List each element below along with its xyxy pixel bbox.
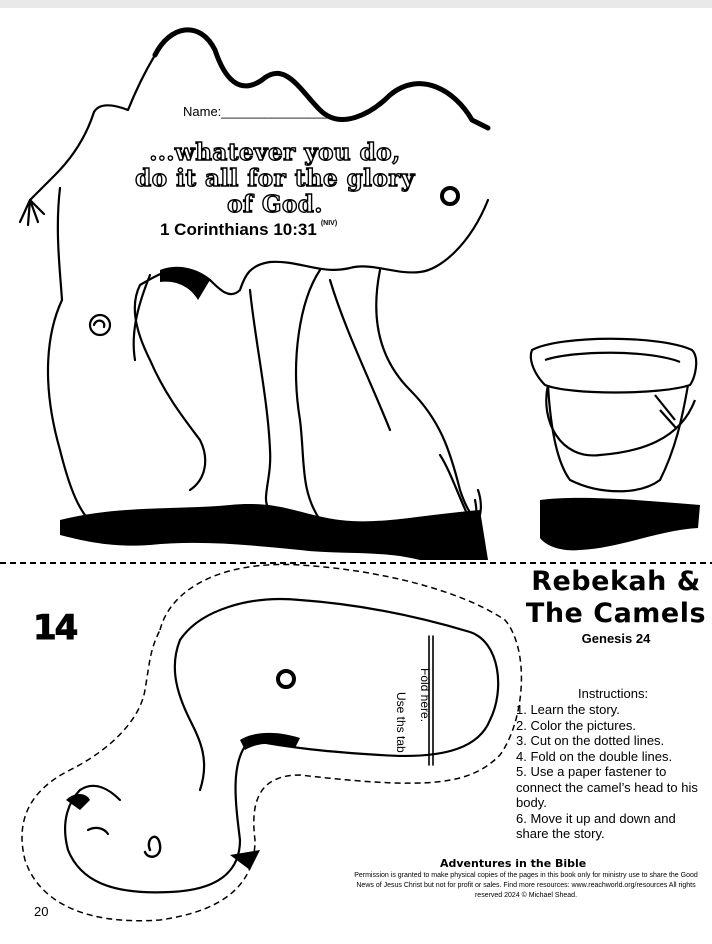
page-number: 20 bbox=[34, 904, 49, 919]
title-line: Rebekah & bbox=[531, 566, 701, 597]
lesson-number: 14 bbox=[33, 608, 77, 648]
verse-line: do it all for the glory bbox=[135, 165, 415, 192]
fastener-hole-head bbox=[278, 671, 294, 687]
footer-permission: Permission is granted to make physical copies of the pages in this book only for ministry use to share the Good News of Jesus Christ but not for profit or sales. Find more resources: www.reachworld.org/resources All rights reserved 2024 © Michael Shead. bbox=[354, 872, 698, 899]
verse-line: of God. bbox=[227, 191, 323, 218]
tab-label-use: Use ths tab bbox=[394, 692, 408, 753]
lesson-title bbox=[520, 566, 712, 630]
instructions-heading: Instructions: bbox=[578, 686, 649, 701]
footer-title: Adventures in the Bible bbox=[440, 857, 587, 870]
tab-label-fold: Fold here. bbox=[418, 668, 432, 723]
instructions-list bbox=[516, 702, 708, 842]
bucket-illustration bbox=[531, 339, 696, 492]
instruction-item: 1. Learn the story. bbox=[516, 702, 620, 717]
instruction-item: 2. Color the pictures. bbox=[516, 717, 636, 733]
title-line: The Camels bbox=[525, 598, 707, 629]
ground-shadow bbox=[60, 504, 488, 560]
verse-reference-text: 1 Corinthians 10:31 bbox=[160, 220, 317, 239]
instruction-item: 4. Fold on the double lines. bbox=[516, 748, 673, 764]
verse-reference bbox=[160, 220, 337, 240]
instruction-item: 3. Cut on the dotted lines. bbox=[516, 733, 665, 748]
instruction-item: 6. Move it up and down and share the story. bbox=[516, 810, 676, 841]
memory-verse bbox=[120, 140, 430, 218]
verse-version: (NIV) bbox=[320, 220, 338, 227]
instruction-item: 5. Use a paper fastener to connect the camel’s head to his body. bbox=[516, 764, 698, 810]
name-field-label: Name:________________ bbox=[183, 104, 337, 119]
camel-head-illustration bbox=[65, 599, 498, 892]
lesson-subtitle: Genesis 24 bbox=[581, 631, 651, 646]
verse-line: ...whatever you do, bbox=[149, 139, 401, 166]
fastener-hole-body bbox=[442, 188, 458, 204]
